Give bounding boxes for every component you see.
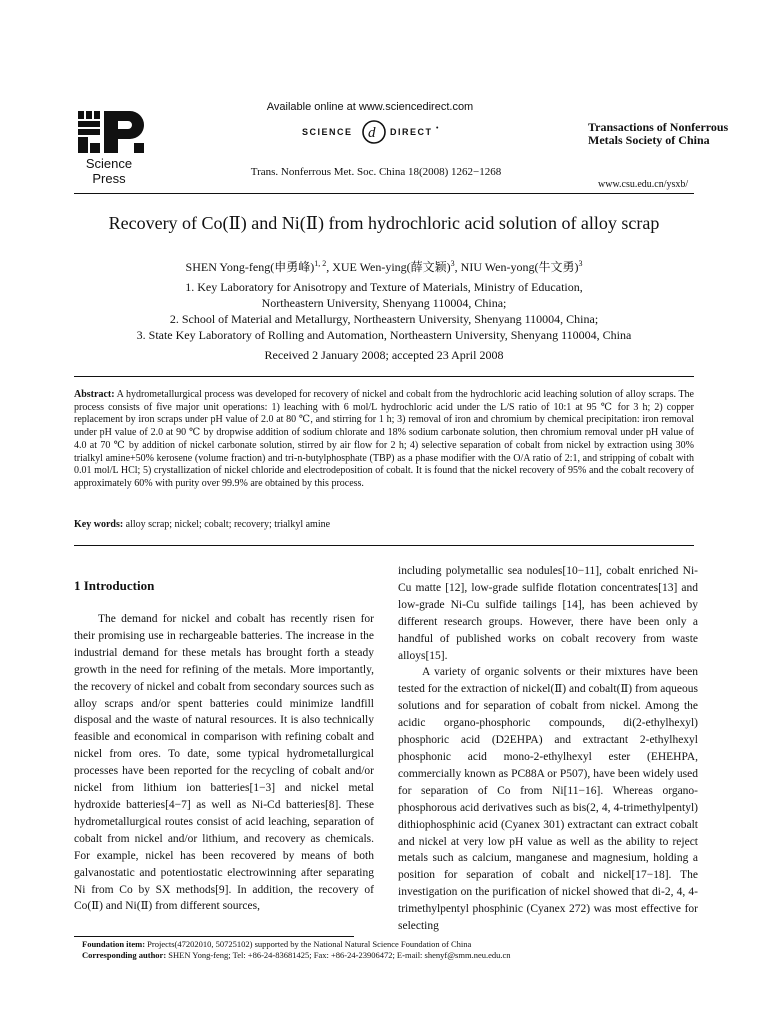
paragraph: The demand for nickel and cobalt has recently risen for their promising use in rechargeable batteries. The increase in the industrial demand for these metals has brought forth a steady growth in the need for refining of the metals. More importantly, the recovery of nickel and cobalt from secondary sources such as alloy scraps and/or spent batteries could minimize landfill disposal and the waste of natural resources. It is also technically feasible and economical in comparison with refining cobalt and nickel from ores. To date, some typical hydrometallurgical processes have been reported for the recycling of cobalt and/or nickel from lithium ion batteries[1−3] and nickel metal hydroxide batteries[4−7] as well as Ni-Cd batteries[8]. These hydrometallurgical routes consist of acid leaching, separation of cobalt from nickel and/or lithium, and recovery as chemicals. For example, nickel has been recovered by means of both galvanostatic and potentiostatic electrowinning after separating Ni from Co by SX methods[9]. In addition, the recovery of Co(Ⅱ) and Ni(Ⅱ) from different sources, (74, 613, 374, 913)
left-column (74, 611, 374, 915)
header-rule (74, 193, 694, 194)
abstract-label: Abstract: (74, 389, 115, 400)
svg-text:DIRECT: DIRECT (390, 127, 433, 137)
affiliation-2: 2. School of Material and Metallurgy, Northeastern University, Shenyang 110004, China; (169, 312, 599, 326)
svg-text:SCIENCE: SCIENCE (302, 127, 353, 137)
corresponding-footnote (82, 950, 702, 961)
foundation-label: Foundation item: (82, 939, 146, 949)
science-press-logo (76, 109, 146, 155)
keywords-text: alloy scrap; nickel; cobalt; recovery; trialkyl amine (123, 519, 331, 530)
section-heading-introduction: 1 Introduction (74, 578, 155, 593)
author-3-affil: 3 (578, 259, 583, 268)
corresponding-label: Corresponding author: (82, 950, 167, 960)
received-dates: Received 2 January 2008; accepted 23 April 2008 (264, 348, 504, 362)
sciencedirect-logo (300, 118, 450, 146)
author-2: , XUE Wen-ying(薛文颖) (326, 260, 451, 274)
svg-text:•: • (436, 125, 439, 132)
affiliation-1b: Northeastern University, Shenyang 110004, China; (261, 296, 507, 310)
author-list (100, 258, 668, 275)
foundation-text: Projects(47202010, 50725102) supported by the National Natural Science Foundation of China (145, 939, 472, 949)
author-3: , NIU Wen-yong(牛文勇) (454, 260, 579, 274)
available-online-line: Available online at www.sciencedirect.com (266, 101, 474, 113)
journal-citation: Trans. Nonferrous Met. Soc. China 18(2008) 1262−1268 (250, 166, 502, 178)
affiliation-3: 3. State Key Laboratory of Rolling and Automation, Northeastern University, Shenyang 110004, China (136, 328, 632, 342)
paper-title: Recovery of Co(Ⅱ) and Ni(Ⅱ) from hydrochloric acid solution of alloy scrap (108, 213, 660, 233)
author-1-affil: 1, 2 (314, 259, 327, 268)
abstract (74, 389, 694, 491)
abstract-top-rule (74, 376, 694, 377)
corresponding-text: SHEN Yong-feng; Tel: +86-24-83681425; Fax: +86-24-23906472; E-mail: shenyf@smm.neu.edu.cn (166, 950, 511, 960)
keywords (74, 519, 694, 530)
svg-text:d: d (368, 125, 376, 141)
abstract-text: A hydrometallurgical process was developed for recovery of nickel and cobalt from the hydrochloric acid leaching solution of alloy scraps. The process consists of five major unit operations: 1) leaching with 6 mol/L hydrochloric acid under the L/S ratio of 10:1 at 95 ℃ for 3 h; 2) copper replacement by iron scraps under pH value of 2.0 at 80 ℃, and stirring for 1 h; 3) removal of iron and chromium by chemical precipitation: iron removal under pH value of 2.0 at 90 ℃ by dropwise addition of sodium chlorate and 18% sodium carbonate solution, then chromium removal under pH value of 4.0 at 70 ℃ by addition of nickel carbonate solution, stirred by air flow for 2 h; 4) selective separation of cobalt from nickel by extraction using 30% trialkyl amine+50% kerosene (volume fraction) and tri-n-butylphosphate (TBP) as a phase modifier with the O/A ratio of 2:1, and stripping of cobalt with 0.01 mol/L HCl; 5) crystallization of nickel chloride and electrodeposition of cobalt. It is found that the nickel recovery of 95% and the cobalt recovery of approximately 60% with purity over 99.9% are obtained by this process. (74, 389, 694, 489)
science-press-label: Science Press (85, 156, 133, 186)
journal-url[interactable]: www.csu.edu.cn/ysxb/ (598, 179, 689, 190)
keywords-bottom-rule (74, 545, 694, 546)
affiliation-1a: 1. Key Laboratory for Anisotropy and Texture of Materials, Ministry of Education, (185, 280, 583, 294)
paragraph: A variety of organic solvents or their mixtures have been tested for the extraction of nickel(Ⅱ) and cobalt(Ⅱ) from aqueous solutions and for separation of cobalt from nickel. Among the acidic organo-phosphoric compounds, di(2-ethylhexyl) phosphoric acid (D2EHPA) and extractant 2-ethylhexyl phosphonic acid mono-2-ethylhexyl ester (EHEHPA, commercially known as PC88A or P507), have been widely used for separation of Co from Ni[11−16]. Whereas organo-phosphorous acid derivatives such as bis(2, 4, 4-trimethylpentyl) dithiophosphinic acid (Cyanex 301) extractant can extract cobalt and nickel at very low pH value as well as the ability to reject metals such as calcium, manganese and magnesium, holding a position for separation of cobalt and nickel[17−18]. The investigation on the purification of nickel showed that di-2, 4, 4-trimethylpentyl phosphinic (Cyanex 272) was most effective for selecting (398, 666, 698, 933)
paragraph: including polymetallic sea nodules[10−11], cobalt enriched Ni-Cu matte [12], low-grade sulfide flotation concentrates[13] and low-grade Ni-Cu sulfide tailings [14], has been achieved by different research groups. However, there have been only a handful of published works on cobalt recovery from waste alloys[15]. (398, 565, 698, 662)
foundation-footnote (82, 939, 702, 950)
keywords-label: Key words: (74, 519, 124, 530)
right-column (398, 563, 698, 935)
author-1: SHEN Yong-feng(申勇峰) (185, 260, 315, 274)
journal-name: Transactions of Nonferrous Metals Society of China (588, 120, 729, 147)
footnote-rule (74, 936, 354, 937)
author-2-affil: 3 (450, 259, 455, 268)
